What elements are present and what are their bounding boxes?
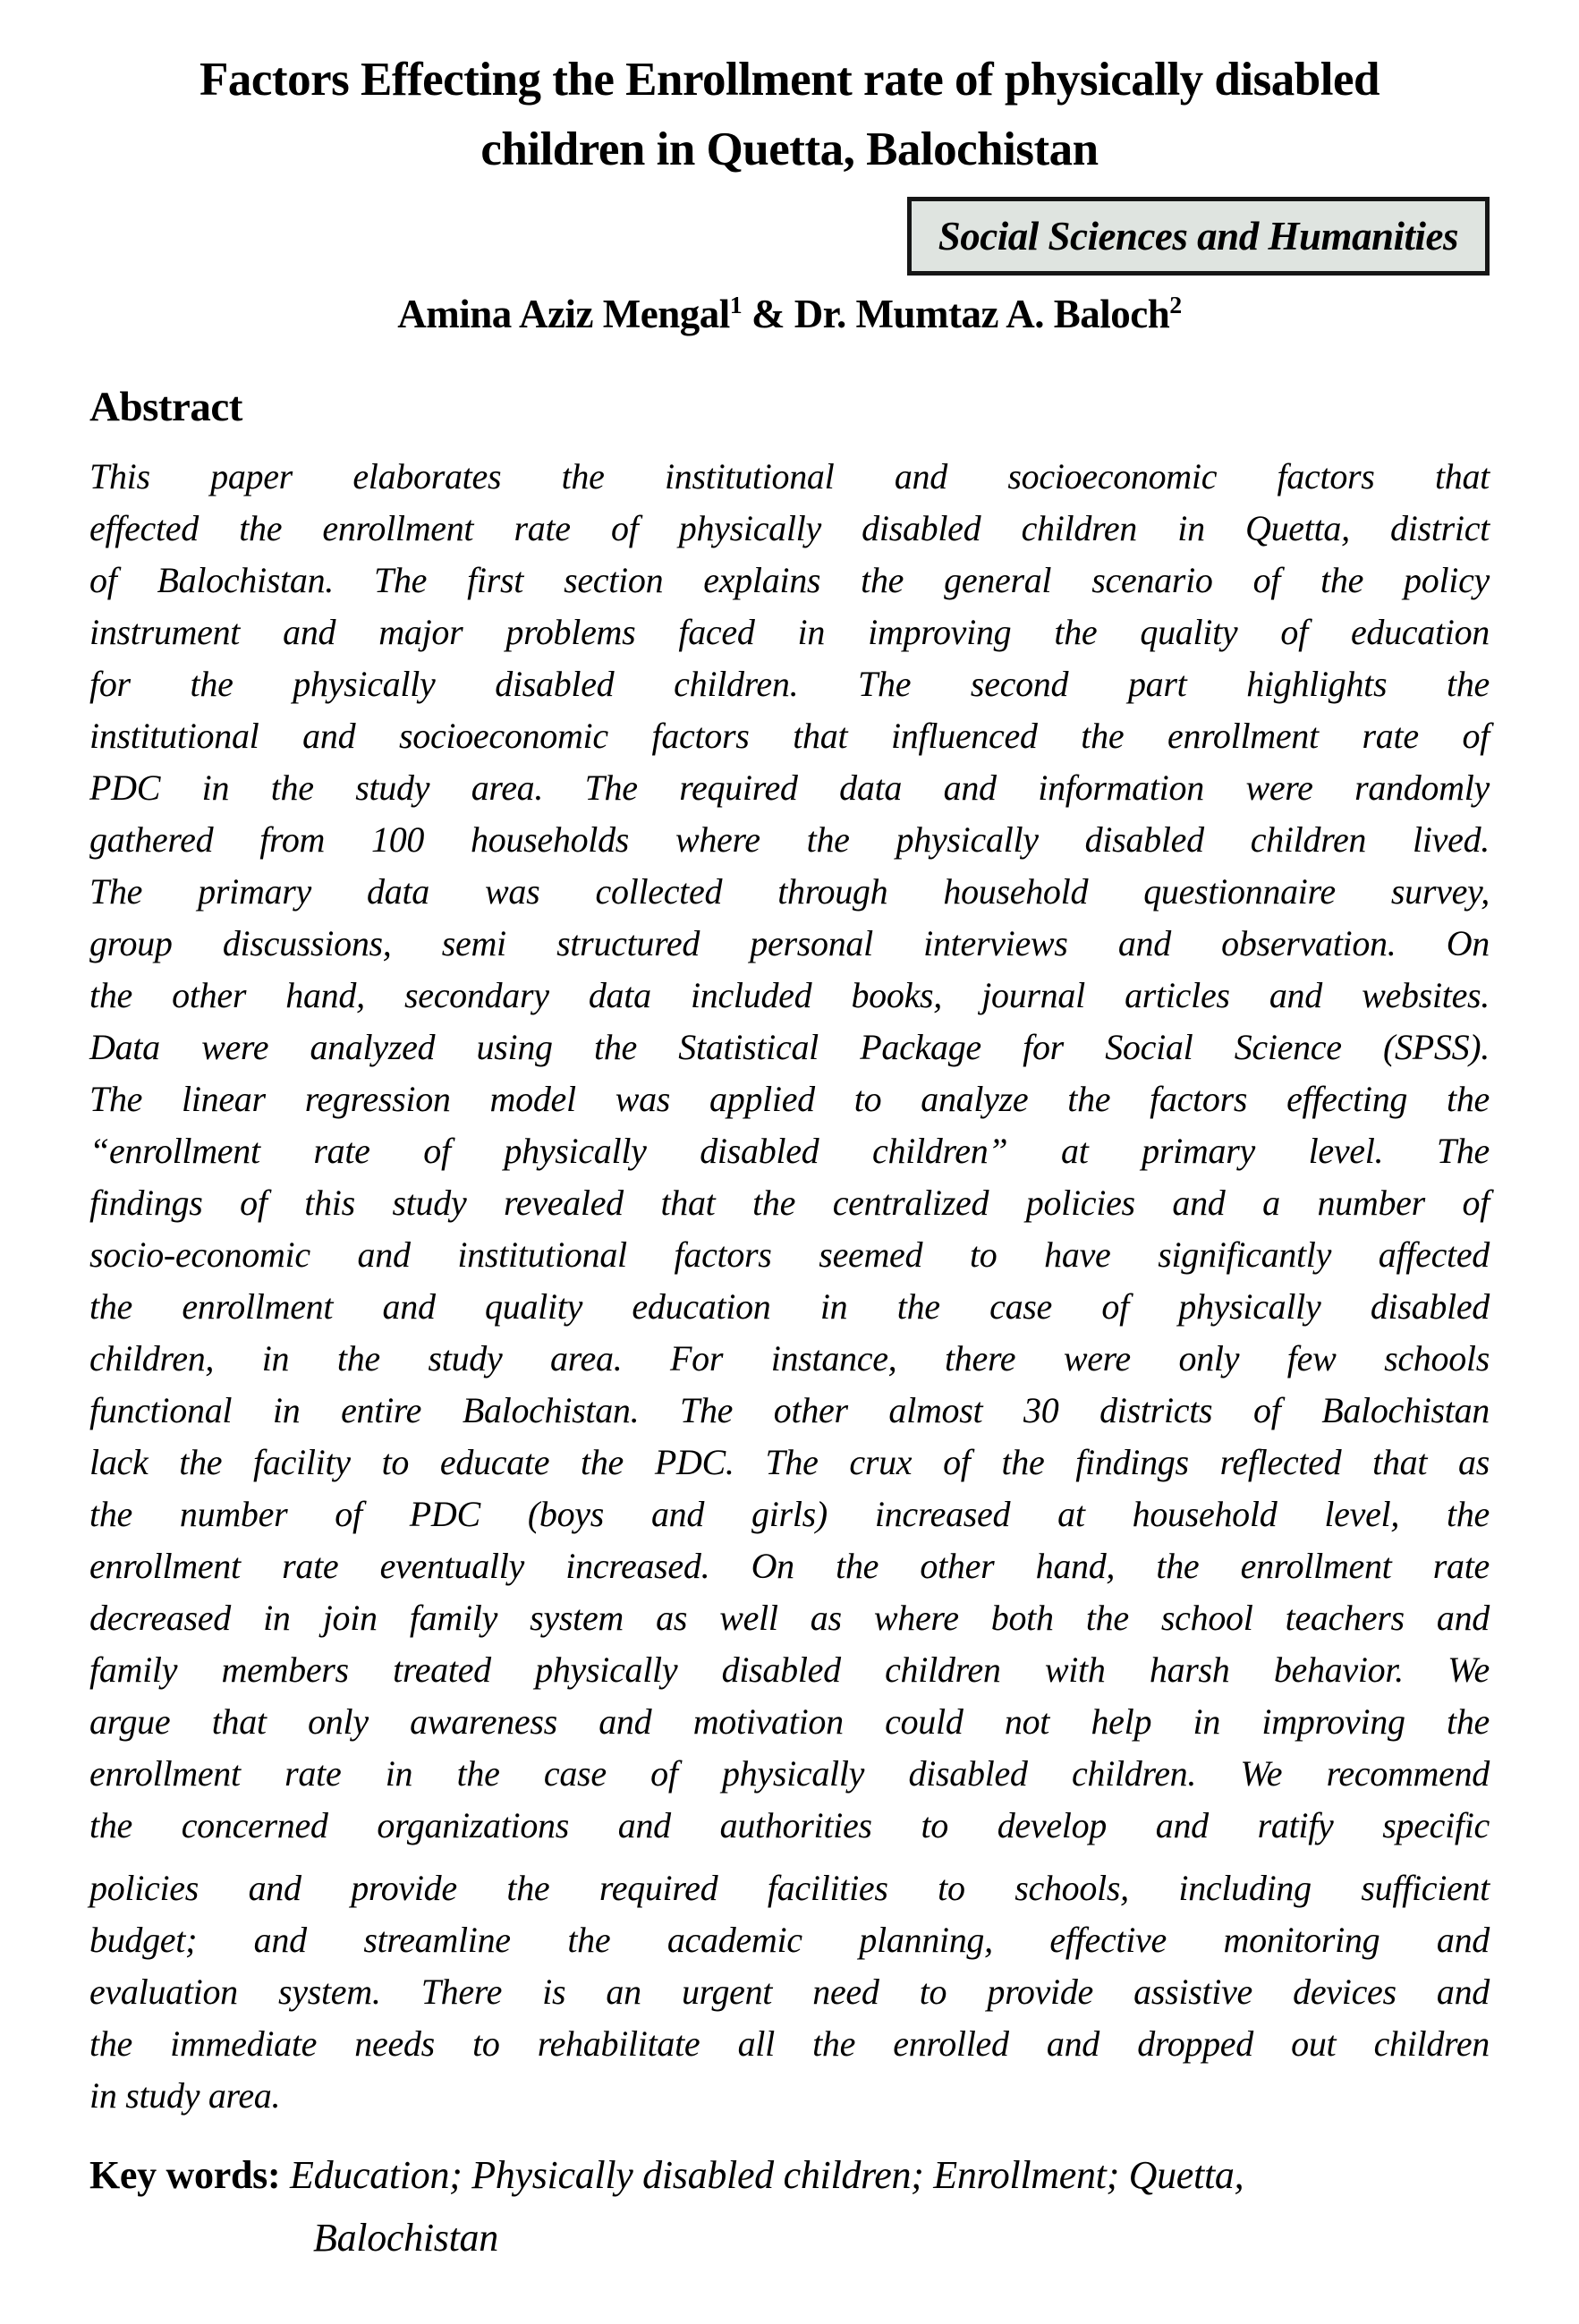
abstract-line: effected the enrollment rate of physically disabled children in Quetta, district — [89, 508, 1490, 548]
abstract-line: gathered from 100 households where the physically disabled children lived. — [89, 819, 1490, 860]
abstract-line: functional in entire Balochistan. The other almost 30 districts of Balochistan — [89, 1390, 1490, 1430]
abstract-line: for the physically disabled children. The second part highlights the — [89, 664, 1490, 704]
keywords-block — [89, 2149, 1490, 2265]
abstract-line: “enrollment rate of physically disabled children” at primary level. The — [89, 1131, 1490, 1171]
abstract-paragraph-2 — [89, 1862, 1490, 2122]
abstract-heading: Abstract — [89, 384, 242, 430]
abstract-line: institutional and socioeconomic factors that influenced the enrollment rate of — [89, 716, 1490, 756]
paper-title — [89, 45, 1490, 184]
abstract-line: findings of this study revealed that the centralized policies and a number of — [89, 1183, 1490, 1223]
paper-title-line: Factors Effecting the Enrollment rate of physically disabled — [199, 54, 1380, 106]
abstract-line: family members treated physically disabled children with harsh behavior. We — [89, 1650, 1490, 1690]
abstract-line: children, in the study area. For instance, there were only few schools — [89, 1338, 1490, 1378]
abstract-line: the enrollment and quality education in the case of physically disabled — [89, 1286, 1490, 1327]
abstract-paragraph-1 — [89, 451, 1490, 1852]
keywords-text-2: Balochistan — [313, 2216, 498, 2260]
abstract-line: This paper elaborates the institutional and socioeconomic factors that — [89, 456, 1490, 496]
abstract-line: policies and provide the required facilities to schools, including sufficient — [89, 1868, 1490, 1908]
authors-line — [89, 288, 1490, 340]
category-badge: Social Sciences and Humanities — [907, 197, 1490, 276]
keywords-text-1: Education; Physically disabled children; Enrollment; Quetta, — [290, 2153, 1244, 2197]
abstract-line: enrollment rate in the case of physically disabled children. We recommend — [89, 1753, 1490, 1794]
category-badge-row — [89, 197, 1490, 276]
author-1: Amina Aziz Mengal — [397, 292, 730, 336]
author-2-superscript: 2 — [1169, 292, 1182, 319]
abstract-line: The linear regression model was applied to analyze the factors effecting the — [89, 1079, 1490, 1119]
authors-separator: & — [742, 292, 794, 336]
abstract-line: the number of PDC (boys and girls) increased at household level, the — [89, 1494, 1490, 1534]
abstract-line: budget; and streamline the academic planning, effective monitoring and — [89, 1920, 1490, 1960]
abstract-body — [89, 451, 1490, 2122]
abstract-line: evaluation system. There is an urgent need to provide assistive devices and — [89, 1972, 1490, 2012]
abstract-line: socio-economic and institutional factors seemed to have significantly affected — [89, 1234, 1490, 1275]
abstract-line: the other hand, secondary data included books, journal articles and websites. — [89, 975, 1490, 1015]
keywords-label: Key words: — [89, 2153, 281, 2197]
abstract-line: in study area. — [89, 2075, 281, 2116]
author-2: Dr. Mumtaz A. Baloch — [794, 292, 1170, 336]
abstract-line: The primary data was collected through household questionnaire survey, — [89, 871, 1490, 912]
abstract-line: PDC in the study area. The required data and information were randomly — [89, 768, 1490, 808]
abstract-line: group discussions, semi structured personal interviews and observation. On — [89, 923, 1490, 963]
abstract-line: argue that only awareness and motivation could not help in improving the — [89, 1701, 1490, 1742]
abstract-line: of Balochistan. The first section explains the general scenario of the policy — [89, 560, 1490, 600]
abstract-line: decreased in join family system as well as where both the school teachers and — [89, 1598, 1490, 1638]
abstract-line: lack the facility to educate the PDC. The crux of the findings reflected that as — [89, 1442, 1490, 1482]
abstract-line: the immediate needs to rehabilitate all the enrolled and dropped out children — [89, 2023, 1490, 2064]
paper-title-line: children in Quetta, Balochistan — [480, 123, 1099, 175]
keywords-line-1 — [89, 2149, 1490, 2202]
abstract-line: enrollment rate eventually increased. On the other hand, the enrollment rate — [89, 1546, 1490, 1586]
abstract-line: the concerned organizations and authorities to develop and ratify specific — [89, 1805, 1490, 1845]
abstract-line: Data were analyzed using the Statistical Package for Social Science (SPSS). — [89, 1027, 1490, 1067]
abstract-line: instrument and major problems faced in improving the quality of education — [89, 612, 1490, 652]
author-1-superscript: 1 — [729, 292, 743, 319]
